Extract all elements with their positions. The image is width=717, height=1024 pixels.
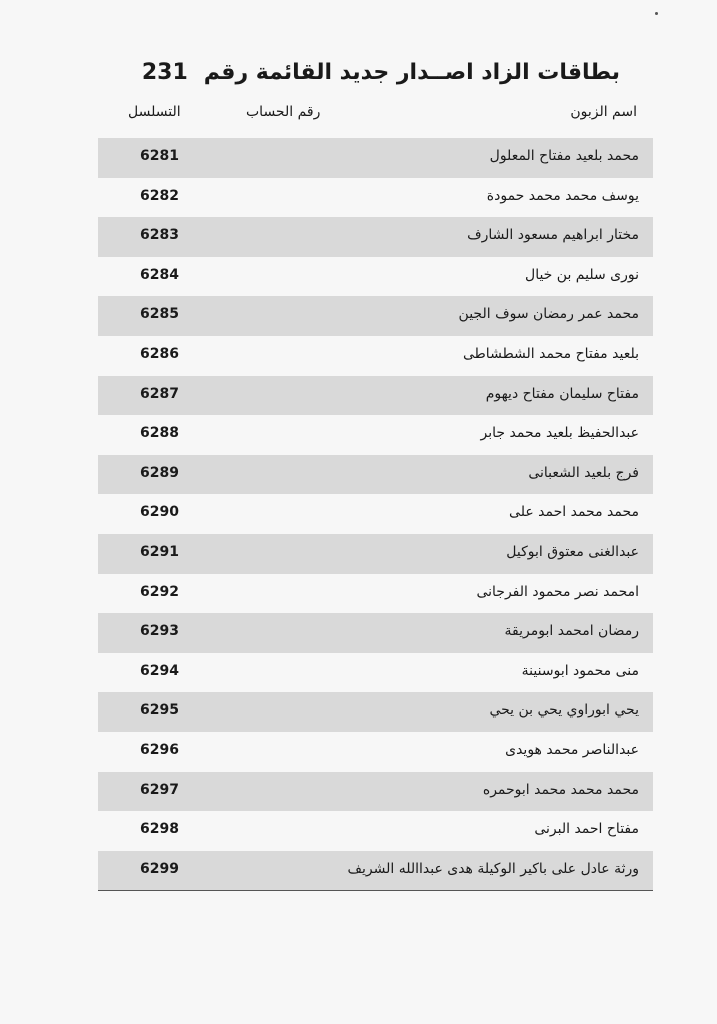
serial-number: 6293	[140, 623, 179, 640]
customer-name: محمد بلعيد مفتاح المعلول	[489, 148, 639, 164]
serial-number: 6287	[140, 385, 179, 402]
table-row	[98, 296, 653, 336]
customer-name: يوسف محمد محمد حمودة	[486, 187, 639, 204]
customer-name: يحي ابوراوي يحي بن يحي	[489, 702, 639, 719]
serial-number: 6289	[140, 464, 179, 481]
column-header-serial: التسلسل	[128, 104, 181, 120]
customer-name: رمضان امحمد ابومريقة	[504, 623, 639, 640]
customer-name: فرج بلعيد الشعبانى	[528, 464, 639, 481]
title-text: بطاقات الزاد اصــدار جديد القائمة رقم	[203, 60, 620, 85]
table-row	[98, 257, 653, 297]
customer-name: امحمد نصر محمود الفرجانى	[476, 583, 639, 600]
customer-name: عبدالغنى معتوق ابوكيل	[506, 543, 639, 560]
customer-name: محمد محمد احمد على	[509, 504, 639, 521]
table-row	[98, 138, 653, 178]
page-title	[140, 60, 620, 94]
customer-name: مفتاح سليمان مفتاح ديهوم	[485, 385, 639, 402]
serial-number: 6295	[140, 702, 179, 719]
table-bottom-rule	[98, 890, 653, 891]
table-row	[98, 336, 653, 376]
table-row	[98, 178, 653, 218]
table-row	[98, 772, 653, 812]
customer-name: عبدالناصر محمد هويدى	[505, 741, 639, 758]
list-number: 231	[141, 60, 188, 85]
table-row	[98, 376, 653, 416]
customer-name: بلعيد مفتاح محمد الشطشاطى	[463, 345, 639, 362]
table-row	[98, 574, 653, 614]
table-row	[98, 811, 653, 851]
column-header-account: رقم الحساب	[246, 104, 321, 120]
customer-name: مفتاح احمد البرنى	[534, 821, 639, 838]
serial-number: 6294	[140, 662, 179, 679]
table-row	[98, 851, 653, 891]
serial-number: 6288	[140, 425, 179, 442]
customer-name: عبدالحفيظ بلعيد محمد جابر	[480, 425, 639, 442]
customer-table	[98, 138, 653, 890]
serial-number: 6290	[140, 504, 179, 521]
serial-number: 6281	[140, 148, 179, 164]
table-row	[98, 217, 653, 257]
customer-name: منى محمود ابوسنينة	[521, 662, 639, 679]
serial-number: 6291	[140, 543, 179, 560]
customer-name: ورثة عادل على باكير الوكيلة هدى عبداالله الشريف	[347, 860, 639, 877]
customer-name: محمد محمد محمد ابوحمره	[482, 781, 639, 798]
serial-number: 6282	[140, 187, 179, 204]
serial-number: 6299	[140, 860, 179, 877]
customer-name: نورى سليم بن خيال	[525, 266, 639, 283]
serial-number: 6292	[140, 583, 179, 600]
serial-number: 6297	[140, 781, 179, 798]
table-row	[98, 692, 653, 732]
serial-number: 6298	[140, 821, 179, 838]
customer-name: مختار ابراهيم مسعود الشارف	[467, 227, 639, 244]
table-row	[98, 494, 653, 534]
customer-name: محمد عمر رمضان سوف الجين	[458, 306, 639, 323]
serial-number: 6286	[140, 345, 179, 362]
scan-speck	[655, 12, 658, 15]
table-row	[98, 653, 653, 693]
serial-number: 6284	[140, 266, 179, 283]
serial-number: 6283	[140, 227, 179, 244]
serial-number: 6285	[140, 306, 179, 323]
table-row	[98, 415, 653, 455]
table-row	[98, 613, 653, 653]
table-row	[98, 455, 653, 495]
table-row	[98, 534, 653, 574]
column-header-name: اسم الزبون	[570, 104, 637, 120]
serial-number: 6296	[140, 741, 179, 758]
table-row	[98, 732, 653, 772]
